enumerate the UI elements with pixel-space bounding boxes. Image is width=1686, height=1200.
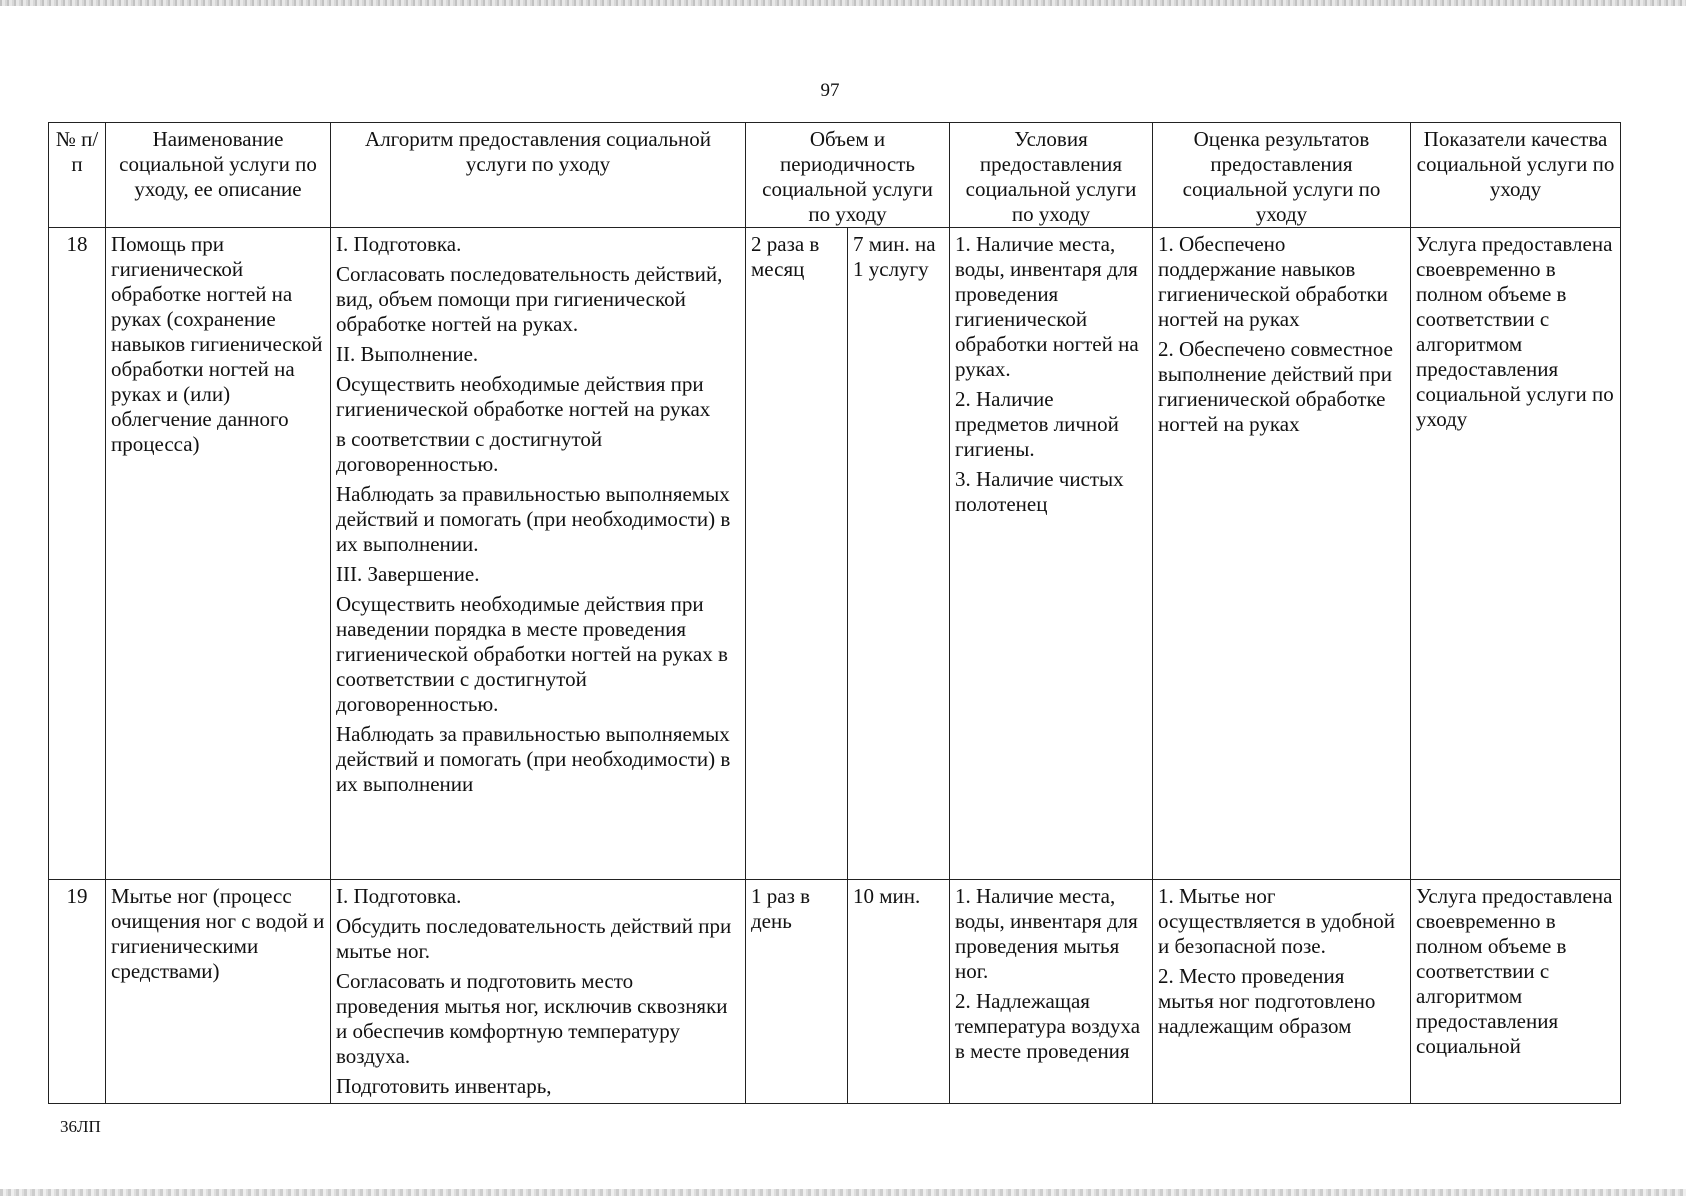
duration-cell: 10 мин. (848, 880, 950, 1104)
algorithm-cell (331, 880, 746, 1104)
evaluation-item: 1. Мытье ног осуществляется в удобной и безопасной позе. (1158, 884, 1396, 958)
condition-item: 1. Наличие места, воды, инвентаря для проведения мытья ног. (955, 884, 1138, 983)
algorithm-step: Согласовать последовательность действий, вид, объем помощи при гигиенической обработке ногтей на руках. (336, 262, 723, 336)
evaluation-item: 1. Обеспечено поддержание навыков гигиенической обработки ногтей на руках (1158, 232, 1388, 331)
table-row (49, 228, 1621, 880)
condition-item: 2. Наличие предметов личной гигиены. (955, 387, 1119, 461)
algorithm-step: I. Подготовка. (336, 884, 462, 908)
evaluation-item: 2. Место проведения мытья ног подготовлено надлежащим образом (1158, 964, 1376, 1038)
header-evaluation: Оценка результатов предоставления социальной услуги по уходу (1153, 123, 1411, 228)
condition-item: 1. Наличие места, воды, инвентаря для проведения гигиенической обработки ногтей на руках. (955, 232, 1139, 381)
page-number: 97 (820, 80, 840, 101)
header-num: № п/п (49, 123, 106, 228)
periodicity-cell: 2 раза в месяц (746, 228, 848, 880)
algorithm-step: I. Подготовка. (336, 232, 462, 256)
algorithm-step: II. Выполнение. (336, 342, 479, 366)
header-conditions: Условия предоставления социальной услуги по уходу (950, 123, 1153, 228)
document-code: 36ЛП (60, 1117, 101, 1136)
evaluation-cell (1153, 228, 1411, 880)
conditions-cell (950, 880, 1153, 1104)
header-row (49, 123, 1621, 228)
condition-item: 2. Надлежащая температура воздуха в месте проведения (955, 989, 1141, 1063)
condition-item: 3. Наличие чистых полотенец (955, 467, 1124, 516)
service-name: Мытье ног (процесс очищения ног с водой и гигиеническими средствами) (106, 880, 331, 1104)
algorithm-step: Осуществить необходимые действия при наведении порядка в месте проведения гигиенической обработки ногтей на руках в соответствии с достигнутой договоренностью. (336, 592, 728, 716)
quality-cell: Услуга предоставлена своевременно в полном объеме в соответствии с алгоритмом предоставления социальной услуги по уходу (1411, 228, 1621, 880)
evaluation-item: 2. Обеспечено совместное выполнение действий при гигиенической обработке ногтей на руках (1158, 337, 1393, 436)
algorithm-step: Подготовить инвентарь, (336, 1074, 552, 1098)
services-table (48, 122, 1621, 1104)
header-volume: Объем и периодичность социальной услуги по уходу (746, 123, 950, 228)
row-number: 19 (49, 880, 106, 1104)
table-row (49, 880, 1621, 1104)
algorithm-step: Осуществить необходимые действия при гигиенической обработке ногтей на руках (336, 372, 711, 421)
algorithm-step: в соответствии с достигнутой договоренностью. (336, 427, 603, 476)
scan-edge-top (0, 0, 1686, 6)
evaluation-cell (1153, 880, 1411, 1104)
algorithm-step: Наблюдать за правильностью выполняемых действий и помогать (при необходимости) в их выполнении. (336, 482, 731, 556)
conditions-cell (950, 228, 1153, 880)
header-quality: Показатели качества социальной услуги по уходу (1411, 123, 1621, 228)
algorithm-step: Обсудить последовательность действий при мытье ног. (336, 914, 732, 963)
header-algorithm: Алгоритм предоставления социальной услуги по уходу (331, 123, 746, 228)
service-name: Помощь при гигиенической обработке ногтей на руках (сохранение навыков гигиенической обработки ногтей на руках и (или) облегчение данного процесса) (106, 228, 331, 880)
algorithm-step: Согласовать и подготовить место проведения мытья ног, исключив сквозняки и обеспечив комфортную температуру воздуха. (336, 969, 728, 1068)
header-name: Наименование социальной услуги по уходу, ее описание (106, 123, 331, 228)
row-number: 18 (49, 228, 106, 880)
quality-cell: Услуга предоставлена своевременно в полном объеме в соответствии с алгоритмом предоставления социальной (1411, 880, 1621, 1104)
duration-cell: 7 мин. на 1 услугу (848, 228, 950, 880)
algorithm-step: III. Завершение. (336, 562, 480, 586)
periodicity-cell: 1 раз в день (746, 880, 848, 1104)
algorithm-cell (331, 228, 746, 880)
scan-edge-bottom (0, 1189, 1686, 1196)
algorithm-step: Наблюдать за правильностью выполняемых действий и помогать (при необходимости) в их выполнении (336, 722, 731, 796)
